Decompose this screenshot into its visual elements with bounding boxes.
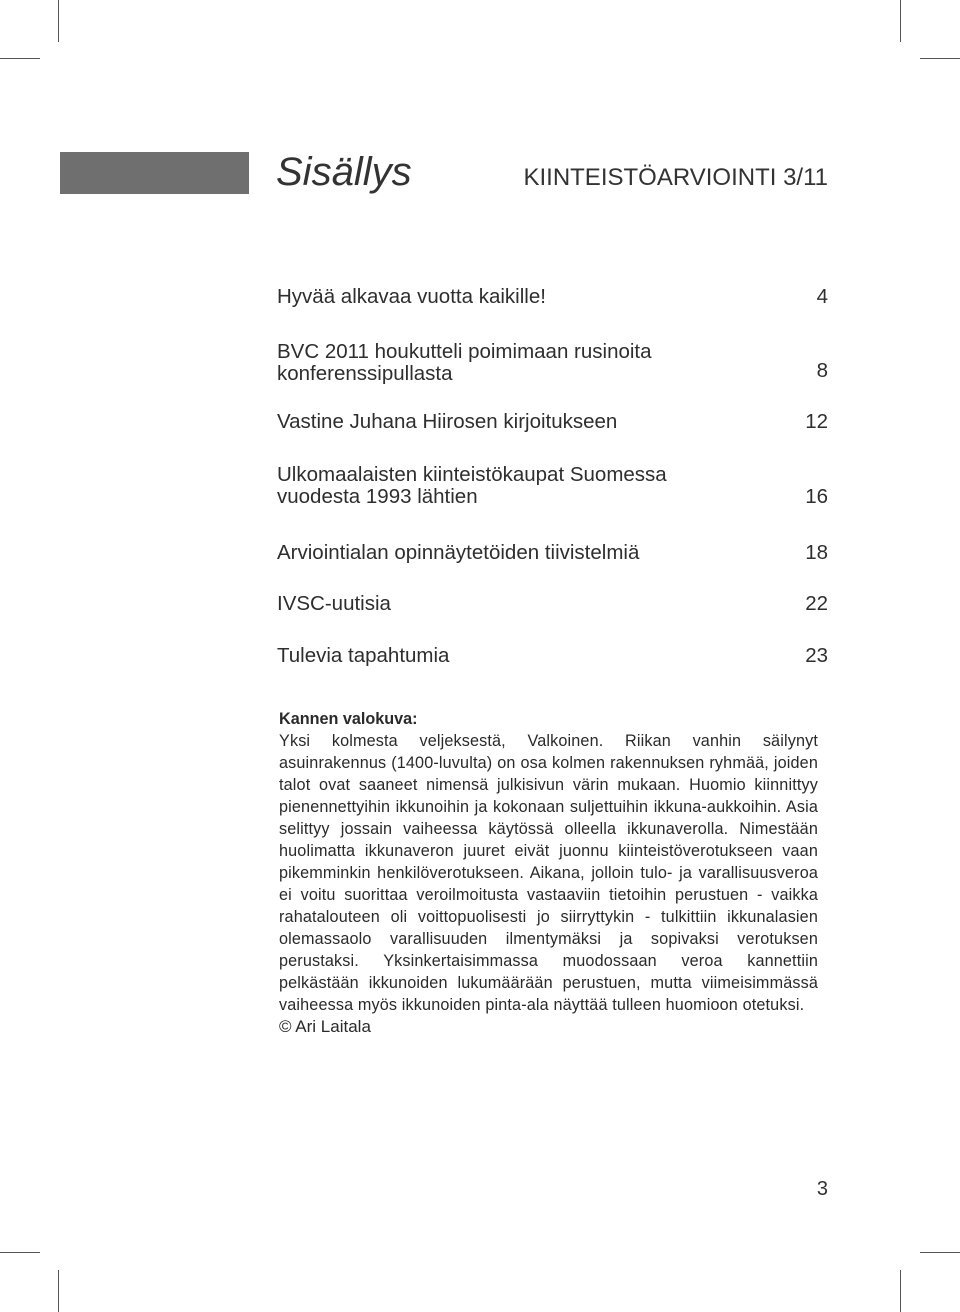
- toc-entry-title: BVC 2011 houkutteli poimimaan rusinoita konferenssipullasta: [277, 340, 652, 385]
- table-of-contents: [277, 0, 828, 700]
- crop-mark: [900, 0, 901, 42]
- toc-entry-title: IVSC-uutisia: [277, 592, 391, 615]
- toc-entry[interactable]: [277, 593, 828, 615]
- crop-mark: [0, 58, 40, 59]
- toc-entry-title: Vastine Juhana Hiirosen kirjoitukseen: [277, 410, 618, 433]
- toc-entry-page: 8: [816, 359, 828, 382]
- crop-mark: [920, 58, 960, 59]
- toc-entry-page: 16: [805, 485, 828, 508]
- crop-mark: [58, 1270, 59, 1312]
- toc-entry-title: Hyvää alkavaa vuotta kaikille!: [277, 285, 546, 308]
- crop-mark: [58, 0, 59, 42]
- header-bar: [60, 152, 249, 194]
- toc-entry[interactable]: [277, 341, 828, 385]
- caption-body: Yksi kolmesta veljeksestä, Valkoinen. Riikan vanhin säilynyt asuinrakennus (1400-luvulta) on osa kolmen rakennuksen ryhmää, joiden talot ovat saaneet nimensä julkisivun värin mukaan. Huomio kiinnittyy pienennettyihin ikkunoihin ja kokonaan suljettuihin ikkuna-aukkoihin. Asia selittyy jossain vaiheessa käytössä olleella ikkunaverolla. Nimestään huolimatta ikkunaveron juuret eivät juonnu kiinteistöverotukseen vaan pikemminkin henkilöverotukseen. Aikana, jolloin tulo- ja varallisuusveroa ei voitu suorittaa veroilmoitusta vastaaviin tietoihin perustuen - vaikka rahatalouteen oli voittopuolisesti jo siirryttykin - tulkittiin ikkunalasien olemassaolo varallisuuden ilmentymäksi ja sopivaksi verotuksen perustaksi. Yksinkertaisimmassa muodossaan veroa kannettiin pelkästään ikkunoiden lukumäärään perustuen, mutta viimeisimmässä vaiheessa myös ikkunoiden pinta-ala näyttää tulleen huomioon otetuksi.: [279, 732, 818, 1014]
- page-number: 3: [816, 1178, 828, 1200]
- toc-entry-page: 12: [805, 410, 828, 433]
- issue-label: KIINTEISTÖARVIOINTI 3/11: [523, 164, 828, 191]
- toc-entry[interactable]: [277, 464, 828, 508]
- toc-entry-page: 18: [805, 541, 828, 564]
- page-title: Sisällys: [276, 150, 412, 194]
- toc-entry[interactable]: [277, 286, 828, 308]
- toc-entry[interactable]: [277, 645, 828, 667]
- toc-entry-page: 4: [816, 285, 828, 308]
- caption-heading: Kannen valokuva:: [279, 710, 418, 728]
- crop-mark: [920, 1252, 960, 1253]
- toc-entry-page: 23: [805, 644, 828, 667]
- photo-credit: © Ari Laitala: [279, 1017, 371, 1036]
- toc-entry-page: 22: [805, 592, 828, 615]
- toc-entry-title: Tulevia tapahtumia: [277, 644, 450, 667]
- cover-photo-caption: [279, 708, 818, 1038]
- crop-mark: [0, 1252, 40, 1253]
- crop-mark: [900, 1270, 901, 1312]
- toc-entry[interactable]: [277, 411, 828, 433]
- toc-entry-title: Ulkomaalaisten kiinteistökaupat Suomessa vuodesta 1993 lähtien: [277, 463, 667, 508]
- toc-entry-title: Arviointialan opinnäytetöiden tiivistelmiä: [277, 541, 640, 564]
- toc-entry[interactable]: [277, 542, 828, 564]
